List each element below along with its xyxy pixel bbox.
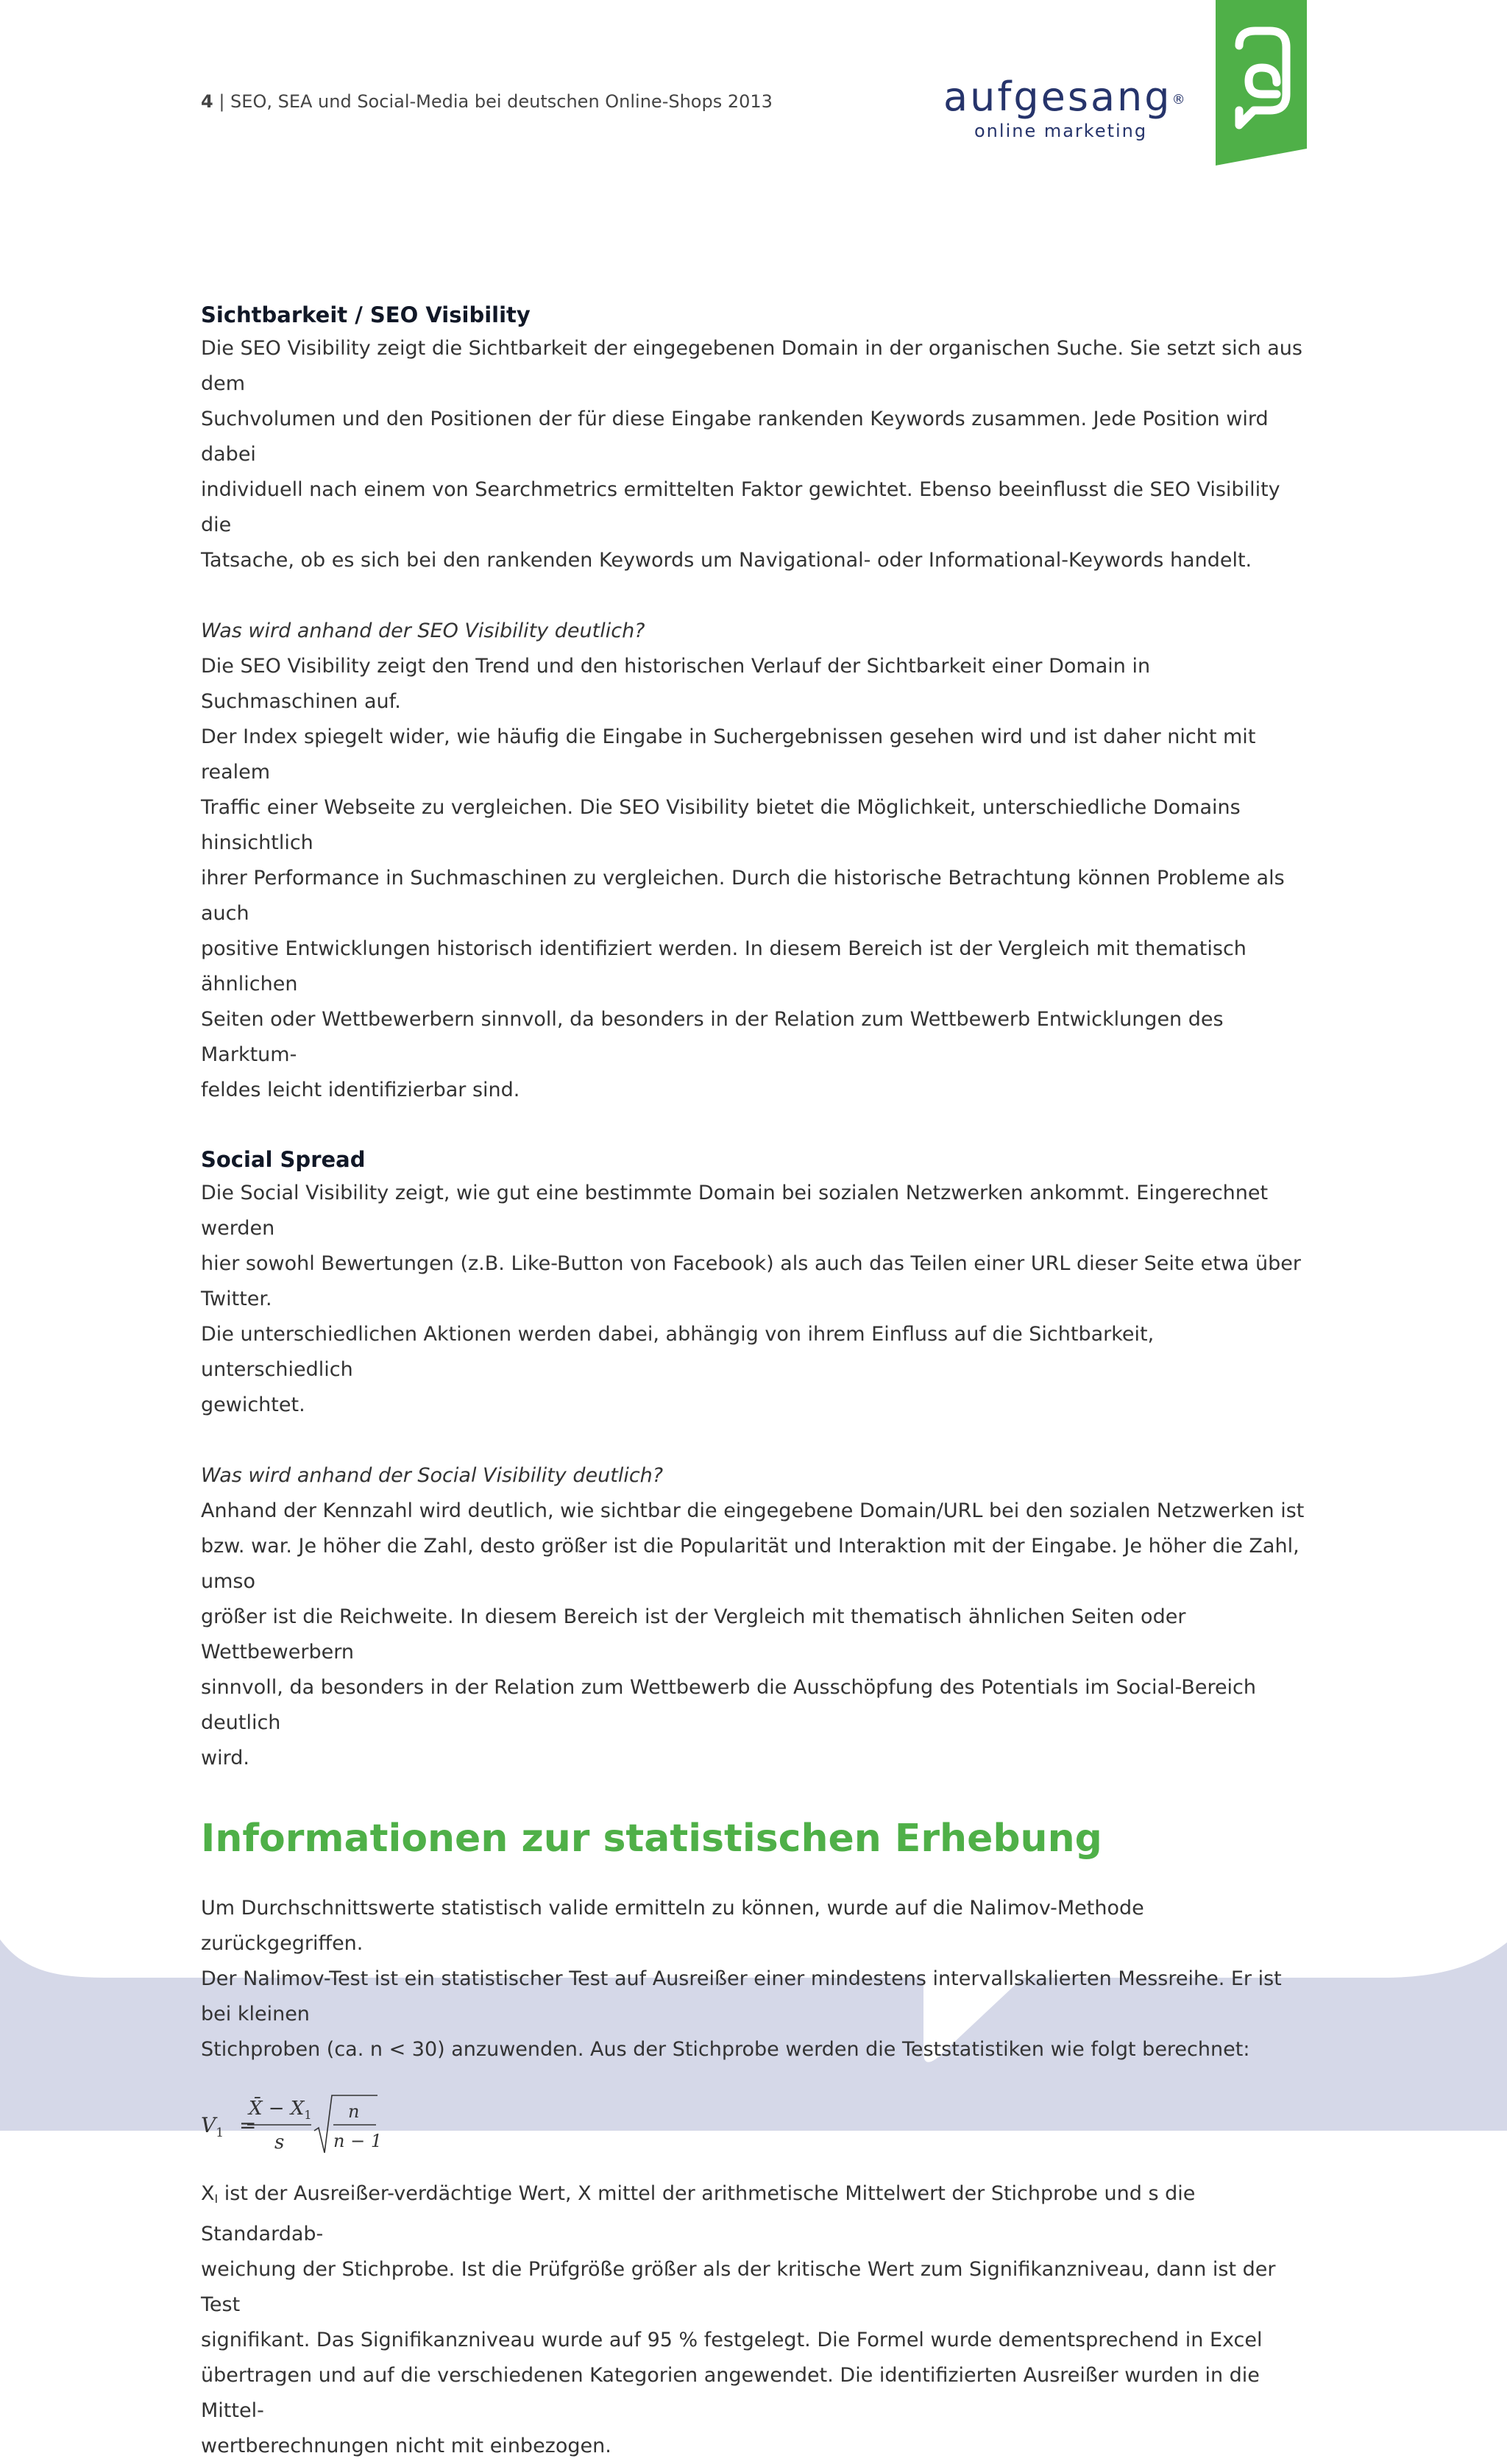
formula-root-denominator: n − 1 <box>333 2131 383 2151</box>
explanation-first-line: ist der Ausreißer-verdächtige Wert, X mittel der arithmetische Mittelwert der Stichprobe und s die Standardab- <box>201 2182 1196 2245</box>
text-line: sinnvoll, da besonders in der Relation zum Wettbewerb die Ausschöpfung des Potentials im Social-Bereich deutlich <box>201 1676 1257 1734</box>
statistics-explanation <box>201 2176 1312 2464</box>
formula-denominator: s <box>274 2131 285 2154</box>
nalimov-formula <box>201 2088 1312 2162</box>
explanation-symbol-sub: I <box>214 2192 219 2206</box>
text-line: Traffic einer Webseite zu vergleichen. Die SEO Visibility bietet die Möglichkeit, unterschiedliche Domains hinsichtlich <box>201 796 1241 854</box>
page-header <box>201 91 773 112</box>
text-line: Seiten oder Wettbewerbern sinnvoll, da besonders in der Relation zum Wettbewerb Entwicklungen des Marktum- <box>201 1008 1224 1066</box>
social-spread-question: Was wird anhand der Social Visibility deutlich? <box>201 1464 664 1487</box>
text-line: ihrer Performance in Suchmaschinen zu vergleichen. Durch die historische Betrachtung können Probleme als auch <box>201 867 1285 925</box>
document-title: SEO, SEA und Social-Media bei deutschen Online-Shops 2013 <box>230 91 773 112</box>
text-line: positive Entwicklungen historisch identifiziert werden. In diesem Bereich ist der Vergleich mit thematisch ähnlichen <box>201 937 1247 995</box>
text-line: Die unterschiedlichen Aktionen werden dabei, abhängig von ihrem Einfluss auf die Sichtbarkeit, unterschiedlich <box>201 1323 1155 1381</box>
brand-badge-shape <box>1216 0 1307 166</box>
text-line: Tatsache, ob es sich bei den rankenden Keywords um Navigational- oder Informational-Keywords handelt. <box>201 549 1252 572</box>
statistics-intro <box>201 1891 1312 2067</box>
text-line: feldes leicht identifizierbar sind. <box>201 1079 520 1101</box>
main-content <box>201 299 1312 2464</box>
statistics-section-title: Informationen zur statistischen Erhebung <box>201 1817 1102 1861</box>
text-line: Die SEO Visibility zeigt den Trend und den historischen Verlauf der Sichtbarkeit einer Domain in Suchmaschinen auf. <box>201 655 1151 713</box>
formula-root-numerator: n <box>348 2101 360 2122</box>
social-spread-intro <box>201 1176 1312 1423</box>
text-line: wertberechnungen nicht mit einbezogen. <box>201 2435 611 2457</box>
text-line: bzw. war. Je höher die Zahl, desto größer ist die Popularität und Interaktion mit der Eingabe. Je höher die Zahl, umso <box>201 1535 1299 1593</box>
brand-tagline: online marketing <box>974 121 1148 141</box>
text-line: individuell nach einem von Searchmetrics ermittelten Faktor gewichtet. Ebenso beeinflusst die SEO Visibility die <box>201 478 1280 536</box>
text-line: Der Index spiegelt wider, wie häufig die Eingabe in Suchergebnissen gesehen wird und ist daher nicht mit realem <box>201 725 1256 784</box>
text-line: hier sowohl Bewertungen (z.B. Like-Button von Facebook) als auch das Teilen einer URL dieser Seite etwa über Twitter. <box>201 1252 1301 1310</box>
text-line: Der Nalimov-Test ist ein statistischer Test auf Ausreißer einer mindestens intervallskalierten Messreihe. Er ist bei kleinen <box>201 1967 1282 2025</box>
text-line: Die Social Visibility zeigt, wie gut eine bestimmte Domain bei sozialen Netzwerken ankommt. Eingerechnet werden <box>201 1182 1269 1240</box>
text-line: Um Durchschnittswerte statistisch valide ermitteln zu können, wurde auf die Nalimov-Methode zurückgegriffen. <box>201 1897 1144 1955</box>
social-spread-heading: Social Spread <box>201 1147 366 1172</box>
formula-equals: = <box>239 2113 257 2137</box>
text-line: übertragen und auf die verschiedenen Kategorien angewendet. Die identifizierten Ausreißer wurden in die Mittel- <box>201 2364 1260 2422</box>
text-line: Suchvolumen und den Positionen der für diese Eingabe rankenden Keywords zusammen. Jede Position wird dabei <box>201 408 1269 466</box>
brand-logo <box>942 74 1188 147</box>
text-line <box>201 2176 1312 2252</box>
text-line: wird. <box>201 1747 249 1769</box>
text-line: größer ist die Reichweite. In diesem Bereich ist der Vergleich mit thematisch ähnlichen Seiten oder Wettbewerbern <box>201 1605 1186 1664</box>
text-line: gewichtet. <box>201 1393 305 1416</box>
seo-visibility-answer <box>201 649 1312 1108</box>
brand-wordmark <box>943 75 1188 119</box>
seo-visibility-intro <box>201 331 1312 578</box>
explanation-symbol: X <box>201 2182 215 2205</box>
formula-numerator: X̄ − $X_1$ <box>249 2098 312 2122</box>
social-spread-answer <box>201 1494 1312 1776</box>
text-line: weichung der Stichprobe. Ist die Prüfgröße größer als der kritische Wert zum Signifikanzniveau, dann ist der Test <box>201 2258 1276 2316</box>
brand-wordmark-text: aufgesang <box>943 74 1172 120</box>
text-line: Anhand der Kennzahl wird deutlich, wie sichtbar die eingegebene Domain/URL bei den sozialen Netzwerken ist <box>201 1499 1305 1522</box>
page-number: 4 <box>201 91 213 112</box>
registered-mark: ® <box>1171 92 1188 107</box>
seo-visibility-heading: Sichtbarkeit / SEO Visibility <box>201 302 531 327</box>
seo-visibility-question: Was wird anhand der SEO Visibility deutlich? <box>201 619 645 642</box>
text-line: Die SEO Visibility zeigt die Sichtbarkeit der eingegebenen Domain in der organischen Suche. Sie setzt sich aus dem <box>201 337 1302 395</box>
text-line: Stichproben (ca. n < 30) anzuwenden. Aus der Stichprobe werden die Teststatistiken wie folgt berechnet: <box>201 2038 1250 2061</box>
formula-graphic <box>201 2088 436 2162</box>
text-line: signifikant. Das Signifikanzniveau wurde auf 95 % festgelegt. Die Formel wurde dementsprechend in Excel <box>201 2329 1263 2351</box>
header-separator: | <box>213 91 231 112</box>
formula-lhs: $V_1$ <box>201 2113 224 2140</box>
